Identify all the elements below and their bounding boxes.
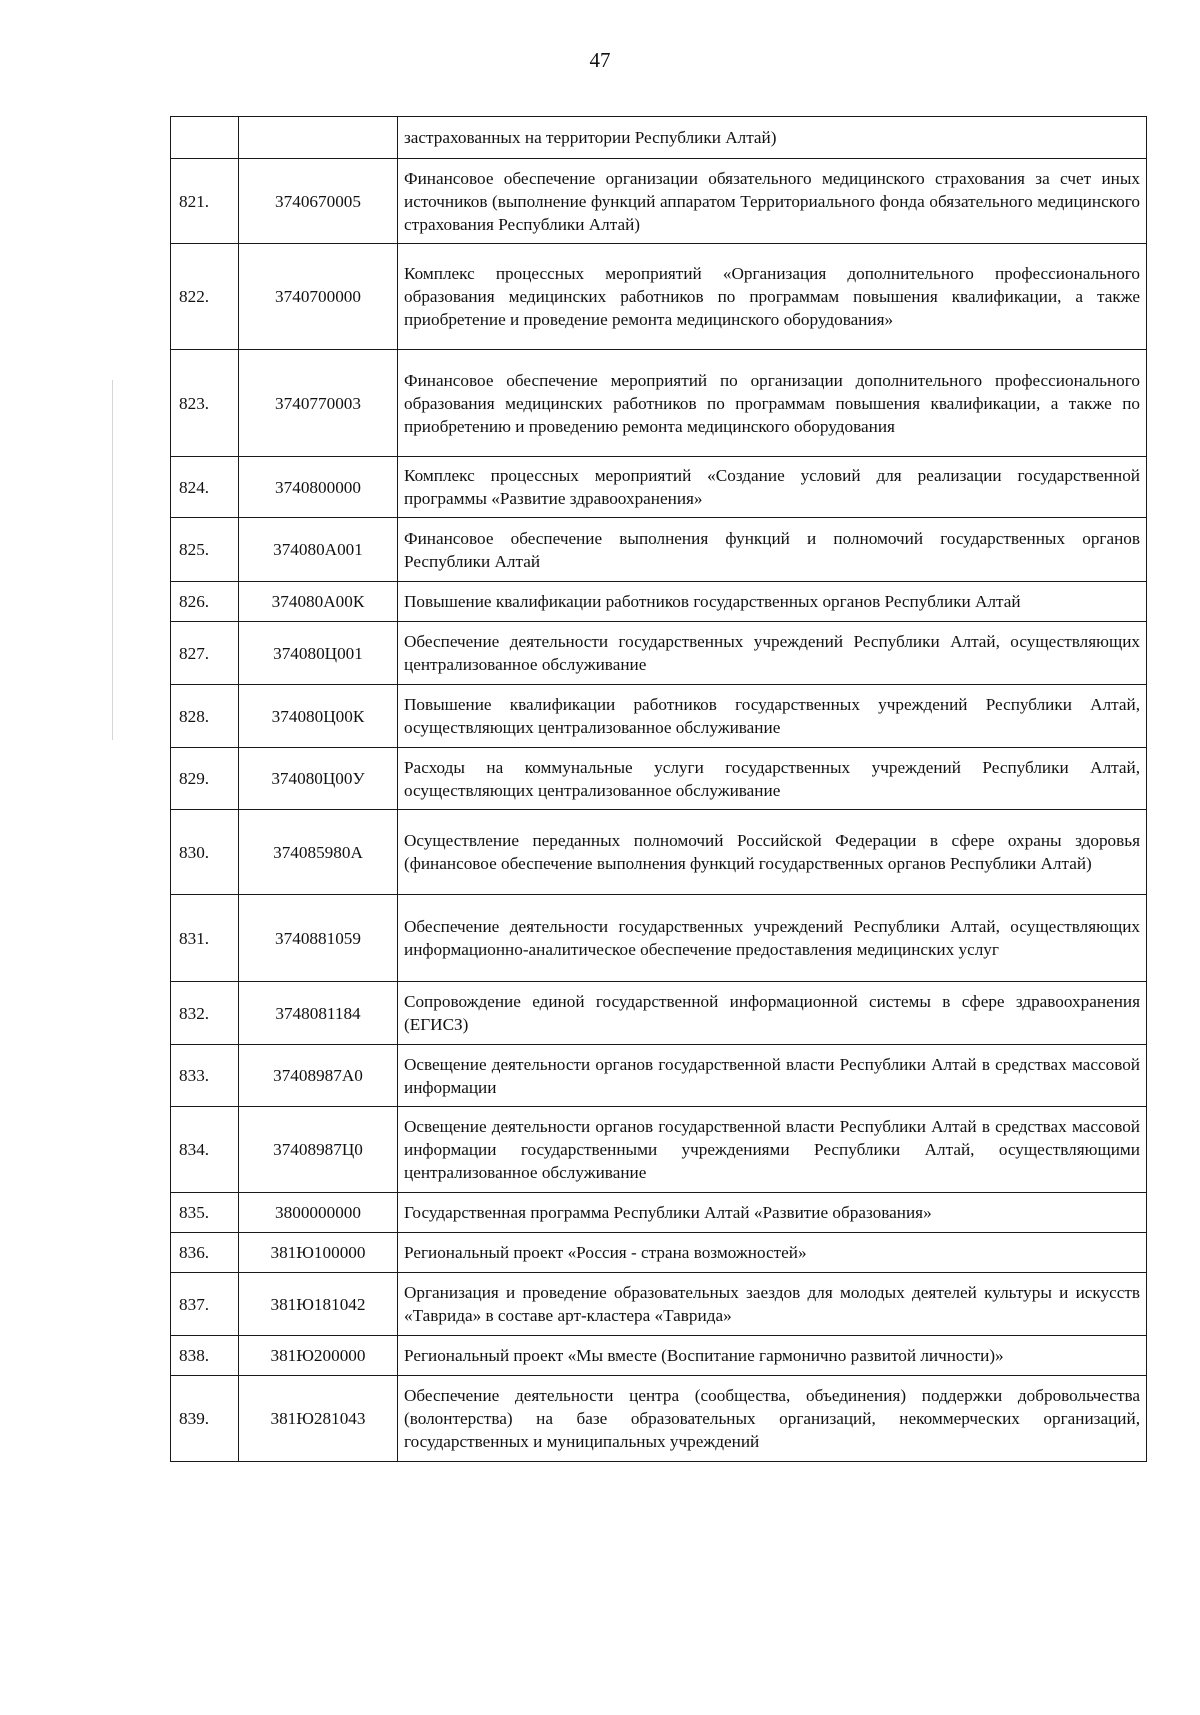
row-code: 3740670005 — [239, 159, 398, 244]
table-row — [171, 1045, 1147, 1107]
row-description: Комплекс процессных мероприятий «Организация дополнительного профессионального образования медицинских работников по программам повышения квалификации, а также приобретение и проведение ремонта медицинского оборудования» — [398, 244, 1147, 350]
table-row — [171, 1336, 1147, 1376]
row-description: Региональный проект «Россия - страна возможностей» — [398, 1233, 1147, 1273]
row-code: 381Ю200000 — [239, 1336, 398, 1376]
table-body — [171, 117, 1147, 1462]
row-number — [171, 117, 239, 159]
row-code: 374080Ц00К — [239, 685, 398, 748]
row-number: 827. — [171, 622, 239, 685]
row-number: 824. — [171, 457, 239, 518]
row-number: 837. — [171, 1273, 239, 1336]
row-number: 830. — [171, 810, 239, 895]
row-code: 3740800000 — [239, 457, 398, 518]
row-number: 834. — [171, 1107, 239, 1193]
row-number: 823. — [171, 350, 239, 457]
row-code — [239, 117, 398, 159]
table-row — [171, 748, 1147, 810]
table-row — [171, 582, 1147, 622]
table-row — [171, 518, 1147, 582]
row-description: Финансовое обеспечение мероприятий по организации дополнительного профессионального образования медицинских работников по программам повышения квалификации, а также по приобретению и проведению ремонта медицинского оборудования — [398, 350, 1147, 457]
row-number: 833. — [171, 1045, 239, 1107]
row-number: 832. — [171, 982, 239, 1045]
row-code: 374080А00К — [239, 582, 398, 622]
row-description: Государственная программа Республики Алтай «Развитие образования» — [398, 1193, 1147, 1233]
table-row — [171, 1233, 1147, 1273]
table-row — [171, 895, 1147, 982]
row-code: 381Ю181042 — [239, 1273, 398, 1336]
row-code: 37408987Ц0 — [239, 1107, 398, 1193]
page-number: 47 — [589, 48, 611, 72]
row-number: 828. — [171, 685, 239, 748]
row-description: Осуществление переданных полномочий Российской Федерации в сфере охраны здоровья (финансовое обеспечение выполнения функций государственных органов Республики Алтай) — [398, 810, 1147, 895]
table-row — [171, 457, 1147, 518]
row-code: 374080Ц00У — [239, 748, 398, 810]
row-number: 822. — [171, 244, 239, 350]
row-code: 3800000000 — [239, 1193, 398, 1233]
table-row — [171, 1273, 1147, 1336]
row-number: 825. — [171, 518, 239, 582]
row-number: 839. — [171, 1376, 239, 1462]
table-row — [171, 1376, 1147, 1462]
row-code: 37408987А0 — [239, 1045, 398, 1107]
row-description: Обеспечение деятельности центра (сообщества, объединения) поддержки добровольчества (волонтерства) на базе образовательных организаций, некоммерческих организаций, государственных и муниципальных учреждений — [398, 1376, 1147, 1462]
table-row — [171, 350, 1147, 457]
table-row — [171, 982, 1147, 1045]
row-number: 836. — [171, 1233, 239, 1273]
table-row — [171, 244, 1147, 350]
row-description: Повышение квалификации работников государственных учреждений Республики Алтай, осуществляющих централизованное обслуживание — [398, 685, 1147, 748]
row-number: 821. — [171, 159, 239, 244]
table-row — [171, 1107, 1147, 1193]
table-row-continuation — [171, 117, 1147, 159]
table-row — [171, 1193, 1147, 1233]
row-number: 831. — [171, 895, 239, 982]
row-description: Финансовое обеспечение выполнения функций и полномочий государственных органов Республики Алтай — [398, 518, 1147, 582]
row-code: 374080А001 — [239, 518, 398, 582]
table-row — [171, 159, 1147, 244]
row-description: Комплекс процессных мероприятий «Создание условий для реализации государственной программы «Развитие здравоохранения» — [398, 457, 1147, 518]
row-code: 3748081184 — [239, 982, 398, 1045]
row-description: Обеспечение деятельности государственных учреждений Республики Алтай, осуществляющих информационно-аналитическое обеспечение предоставления медицинских услуг — [398, 895, 1147, 982]
table-row — [171, 685, 1147, 748]
row-description: Обеспечение деятельности государственных учреждений Республики Алтай, осуществляющих централизованное обслуживание — [398, 622, 1147, 685]
scan-artifact-line — [112, 380, 113, 740]
row-code: 374085980А — [239, 810, 398, 895]
table-row — [171, 810, 1147, 895]
row-description: Освещение деятельности органов государственной власти Республики Алтай в средствах массовой информации — [398, 1045, 1147, 1107]
row-number: 838. — [171, 1336, 239, 1376]
row-code: 374080Ц001 — [239, 622, 398, 685]
row-code: 3740770003 — [239, 350, 398, 457]
row-description: Повышение квалификации работников государственных органов Республики Алтай — [398, 582, 1147, 622]
row-description: Региональный проект «Мы вместе (Воспитание гармонично развитой личности)» — [398, 1336, 1147, 1376]
row-description: Сопровождение единой государственной информационной системы в сфере здравоохранения (ЕГИСЗ) — [398, 982, 1147, 1045]
row-number: 829. — [171, 748, 239, 810]
budget-codes-table — [170, 116, 1147, 1462]
row-description: Организация и проведение образовательных заездов для молодых деятелей культуры и искусств «Таврида» в составе арт-кластера «Таврида» — [398, 1273, 1147, 1336]
row-description: Расходы на коммунальные услуги государственных учреждений Республики Алтай, осуществляющих централизованное обслуживание — [398, 748, 1147, 810]
row-code: 3740881059 — [239, 895, 398, 982]
row-description: Освещение деятельности органов государственной власти Республики Алтай в средствах массовой информации государственными учреждениями Республики Алтай, осуществляющими централизованное обслуживание — [398, 1107, 1147, 1193]
row-description: Финансовое обеспечение организации обязательного медицинского страхования за счет иных источников (выполнение функций аппаратом Территориального фонда обязательного медицинского страхования Республики Алтай) — [398, 159, 1147, 244]
row-description: застрахованных на территории Республики Алтай) — [398, 117, 1147, 159]
row-number: 826. — [171, 582, 239, 622]
row-number: 835. — [171, 1193, 239, 1233]
row-code: 3740700000 — [239, 244, 398, 350]
table-row — [171, 622, 1147, 685]
row-code: 381Ю100000 — [239, 1233, 398, 1273]
row-code: 381Ю281043 — [239, 1376, 398, 1462]
